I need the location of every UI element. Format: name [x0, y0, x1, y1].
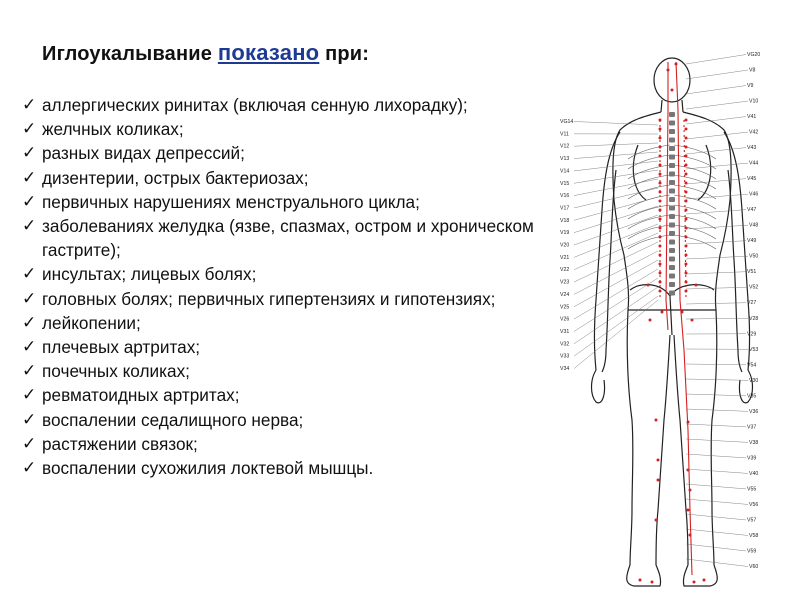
- acupoint-marker: [659, 200, 662, 203]
- acupoint-marker: [695, 284, 698, 287]
- leader-line: [686, 559, 748, 567]
- rib-line: [674, 235, 716, 249]
- check-icon: ✓: [22, 119, 37, 139]
- leader-line: [574, 251, 658, 294]
- check-icon: ✓: [22, 264, 37, 284]
- title-prefix: Иглоукалывание: [42, 43, 213, 65]
- leader-line: [686, 484, 746, 489]
- indication-item: [22, 93, 562, 117]
- leader-line: [686, 101, 748, 109]
- indication-item: [22, 311, 562, 335]
- rib-line: [628, 215, 670, 229]
- point-label: V55: [747, 486, 757, 493]
- acupoint-marker: [657, 459, 660, 462]
- leader-line: [686, 424, 746, 427]
- leader-line: [574, 269, 658, 319]
- leader-line: [574, 296, 658, 356]
- acupoint-marker: [685, 155, 688, 158]
- acupoint-marker: [659, 272, 662, 275]
- check-icon: ✓: [22, 385, 37, 405]
- indication-text: дизентерии, острых бактериозах;: [42, 167, 309, 188]
- point-label: V8: [749, 67, 756, 74]
- point-label: V15: [560, 180, 570, 187]
- vertebra: [669, 189, 675, 194]
- point-label: V37: [747, 424, 757, 431]
- point-label: V17: [560, 205, 570, 212]
- point-label: V20: [560, 242, 570, 249]
- point-label: V50: [749, 253, 759, 260]
- indication-text: растяжении связок;: [42, 433, 198, 454]
- acupoint-marker: [689, 489, 692, 492]
- acupoint-marker: [685, 236, 688, 239]
- acupoint-marker: [685, 128, 688, 131]
- check-icon: ✓: [22, 312, 37, 332]
- acupoint-marker: [659, 182, 662, 185]
- point-label: V36: [749, 408, 759, 415]
- point-label: V43: [747, 145, 757, 152]
- point-label: V45: [747, 176, 757, 183]
- rib-line: [628, 185, 670, 199]
- point-label: V11: [560, 131, 569, 138]
- indication-item: [22, 214, 562, 262]
- point-label: V16: [560, 193, 570, 200]
- vertebra: [669, 240, 675, 245]
- point-label: V39: [747, 455, 757, 462]
- acupoint-marker: [685, 200, 688, 203]
- acupoint-marker: [671, 89, 674, 92]
- check-icon: ✓: [22, 433, 37, 453]
- leader-line: [686, 499, 748, 504]
- point-label: V54: [747, 362, 757, 369]
- vertebra: [669, 291, 675, 296]
- acupoint-marker: [685, 218, 688, 221]
- indication-text: почечных коликах;: [42, 361, 190, 382]
- acupoint-marker: [685, 146, 688, 149]
- point-label: V53: [749, 346, 759, 353]
- acupoint-marker: [703, 579, 706, 582]
- leader-line: [574, 179, 658, 196]
- acupoint-marker: [685, 245, 688, 248]
- point-label: V59: [747, 548, 757, 555]
- indication-item: [22, 141, 562, 165]
- point-label: V10: [749, 98, 759, 105]
- acupoint-marker: [685, 191, 688, 194]
- vertebra: [669, 180, 675, 185]
- leader-line: [686, 439, 748, 442]
- indication-text: аллергических ринитах (включая сенную лихорадку);: [42, 95, 468, 115]
- leader-line: [686, 256, 748, 259]
- vertebra: [669, 274, 675, 279]
- acupoint-marker: [659, 218, 662, 221]
- indication-text: разных видах депрессий;: [42, 143, 245, 164]
- point-label: V30: [749, 377, 759, 384]
- vertebra: [669, 121, 675, 126]
- point-label: V58: [749, 532, 759, 539]
- acupoint-marker: [639, 579, 642, 582]
- right-leg: [674, 310, 717, 565]
- point-label: V27: [747, 300, 757, 307]
- check-icon: ✓: [22, 458, 37, 478]
- point-label: V48: [749, 222, 759, 229]
- point-label: V24: [560, 291, 570, 298]
- left-leg: [627, 310, 670, 565]
- vertebra: [669, 282, 675, 287]
- point-label: V42: [749, 129, 759, 136]
- leader-line: [686, 318, 748, 319]
- point-label: V25: [560, 304, 570, 311]
- acupoint-marker: [659, 290, 662, 293]
- check-icon: ✓: [22, 288, 37, 308]
- indication-item: [22, 432, 562, 456]
- indication-text: заболеваниях желудка (язве, спазмах, остром и хроническом гастрите);: [42, 216, 534, 261]
- indication-item: [22, 456, 562, 480]
- point-label: V31: [560, 328, 570, 335]
- leader-line: [574, 152, 658, 159]
- right-arm: [724, 132, 750, 372]
- leader-line: [686, 394, 746, 396]
- acupoint-marker: [659, 164, 662, 167]
- point-label: V57: [747, 517, 757, 524]
- point-label: V47: [747, 207, 757, 214]
- vertebra: [669, 206, 675, 211]
- indication-text: ревматоидных артритах;: [42, 385, 240, 406]
- leader-line: [686, 544, 746, 551]
- check-icon: ✓: [22, 143, 37, 163]
- leader-line: [574, 122, 658, 126]
- indication-item: [22, 190, 562, 214]
- acupoint-marker: [685, 254, 688, 257]
- acupoint-marker: [659, 128, 662, 131]
- acupoint-marker: [659, 119, 662, 122]
- point-label: V22: [560, 267, 570, 274]
- acupoint-marker: [685, 119, 688, 122]
- leader-line: [574, 260, 658, 307]
- vertebra: [669, 155, 675, 160]
- leader-line: [686, 117, 746, 124]
- right-foot: [683, 565, 717, 586]
- acupoint-marker: [651, 581, 654, 584]
- vertebra: [669, 112, 675, 117]
- indication-item: [22, 166, 562, 190]
- point-label: V41: [747, 114, 757, 121]
- title-highlight: показано: [217, 40, 320, 65]
- point-label: V14: [560, 168, 570, 175]
- acupoint-marker: [655, 519, 658, 522]
- acupoint-marker: [685, 263, 688, 266]
- acupoint-marker: [659, 281, 662, 284]
- acupoint-marker: [659, 236, 662, 239]
- vertebra: [669, 138, 675, 143]
- check-icon: ✓: [22, 191, 37, 211]
- acupoint-marker: [685, 281, 688, 284]
- acupoint-marker: [693, 581, 696, 584]
- point-label: V46: [749, 191, 759, 198]
- point-label: V33: [560, 353, 570, 360]
- left-hand: [592, 370, 605, 403]
- page-title: [42, 40, 369, 66]
- point-label: V56: [749, 501, 759, 508]
- vertebra: [669, 265, 675, 270]
- acupoint-marker: [661, 311, 664, 314]
- indication-text: желчных коликах;: [42, 119, 184, 140]
- check-icon: ✓: [22, 167, 37, 187]
- acupoint-marker: [659, 191, 662, 194]
- acupoint-marker: [685, 290, 688, 293]
- vertebra: [669, 197, 675, 202]
- acupoint-marker: [659, 263, 662, 266]
- vertebra: [669, 223, 675, 228]
- leader-line: [686, 148, 746, 154]
- indication-item: [22, 383, 562, 407]
- acupoint-marker: [659, 137, 662, 140]
- indication-text: плечевых артритах;: [42, 337, 201, 358]
- rib-line: [628, 205, 670, 219]
- leader-line: [574, 287, 658, 344]
- point-label: V52: [749, 284, 759, 291]
- point-label: V44: [749, 160, 759, 167]
- vertebra: [669, 214, 675, 219]
- check-icon: ✓: [22, 216, 37, 236]
- vertebra: [669, 129, 675, 134]
- point-label: V32: [560, 341, 570, 348]
- point-label: V35: [747, 393, 757, 400]
- leader-line: [686, 469, 748, 473]
- indication-item: [22, 262, 562, 286]
- point-label: V51: [747, 269, 757, 276]
- vertebra: [669, 257, 675, 262]
- indication-text: первичных нарушениях менструального цикла;: [42, 191, 420, 212]
- indication-text: воспалении седалищного нерва;: [42, 409, 304, 430]
- leader-line: [686, 454, 746, 458]
- point-label: V26: [560, 316, 570, 323]
- acupoint-marker: [649, 319, 652, 322]
- indication-item: [22, 335, 562, 359]
- rib-line: [674, 205, 716, 219]
- indication-text: лейкопении;: [42, 312, 141, 333]
- indication-text: головных болях; первичных гипертензиях и гипотензиях;: [42, 288, 496, 309]
- leader-line: [686, 272, 746, 274]
- leader-line: [574, 300, 658, 369]
- acupoint-marker: [659, 209, 662, 212]
- leader-line: [686, 287, 748, 289]
- leader-line: [686, 132, 748, 139]
- check-icon: ✓: [22, 409, 37, 429]
- leader-line: [686, 55, 746, 65]
- point-label: V9: [747, 83, 754, 90]
- indication-text: инсультах; лицевых болях;: [42, 264, 257, 285]
- check-icon: ✓: [22, 337, 37, 357]
- indication-item: [22, 287, 562, 311]
- point-label: VG14: [560, 119, 574, 125]
- point-label: V13: [560, 156, 570, 163]
- point-label: V29: [747, 331, 757, 338]
- acupoint-marker: [681, 311, 684, 314]
- leader-line: [686, 210, 746, 214]
- left-foot: [627, 565, 661, 586]
- point-label: V38: [749, 439, 759, 446]
- vertebra: [669, 231, 675, 236]
- acupoint-marker: [659, 227, 662, 230]
- point-label: V18: [560, 217, 570, 224]
- acupoint-marker: [657, 479, 660, 482]
- body-acupuncture-figure: [560, 50, 785, 595]
- point-label: V21: [560, 254, 570, 261]
- head: [654, 58, 690, 102]
- leader-line: [686, 86, 746, 94]
- point-label: V40: [749, 470, 759, 477]
- vertebra: [669, 146, 675, 151]
- acupoint-marker: [687, 509, 690, 512]
- acupoint-marker: [685, 173, 688, 176]
- leader-line: [686, 409, 748, 411]
- acupoint-marker: [659, 173, 662, 176]
- indication-item: [22, 359, 562, 383]
- acupoint-marker: [659, 245, 662, 248]
- acupoint-marker: [655, 419, 658, 422]
- acupoint-marker: [659, 146, 662, 149]
- indication-item: [22, 408, 562, 432]
- indication-item: [22, 117, 562, 141]
- indication-text: воспалении сухожилия локтевой мышцы.: [42, 458, 374, 479]
- leader-line: [574, 233, 658, 270]
- point-label: VG20: [747, 52, 761, 58]
- leader-line: [686, 225, 748, 229]
- rib-line: [674, 215, 716, 229]
- spine: [669, 112, 675, 296]
- leader-line: [686, 529, 748, 535]
- acupoint-marker: [675, 63, 678, 66]
- leader-line: [574, 161, 658, 171]
- leader-line: [686, 514, 746, 520]
- point-label: V28: [749, 315, 759, 322]
- leader-line: [686, 241, 746, 244]
- acupoint-marker: [687, 421, 690, 424]
- leader-line: [686, 194, 748, 199]
- leader-line: [574, 278, 658, 331]
- point-label: V34: [560, 366, 570, 372]
- acupoint-marker: [667, 69, 670, 72]
- point-label: V19: [560, 230, 570, 237]
- point-label: V23: [560, 279, 570, 286]
- point-label: V49: [747, 238, 757, 245]
- point-label: V60: [749, 564, 759, 570]
- acupoint-marker: [659, 254, 662, 257]
- indications-list: [22, 93, 562, 480]
- point-label: V12: [560, 143, 570, 150]
- leader-line: [686, 70, 748, 79]
- acupoint-marker: [685, 164, 688, 167]
- vertebra: [669, 163, 675, 168]
- acupoint-marker: [685, 209, 688, 212]
- rib-line: [674, 185, 716, 199]
- acupoint-marker: [659, 155, 662, 158]
- leader-line: [574, 143, 658, 146]
- check-icon: ✓: [22, 361, 37, 381]
- leader-line: [574, 188, 658, 208]
- leader-line: [686, 379, 748, 380]
- check-icon: ✓: [22, 95, 37, 114]
- rib-line: [674, 225, 716, 239]
- acupoint-marker: [689, 534, 692, 537]
- leader-line: [574, 242, 658, 282]
- vertebra: [669, 248, 675, 253]
- vertebra: [669, 172, 675, 177]
- title-suffix: при:: [325, 43, 370, 65]
- rib-line: [628, 195, 670, 209]
- leader-line: [686, 163, 748, 169]
